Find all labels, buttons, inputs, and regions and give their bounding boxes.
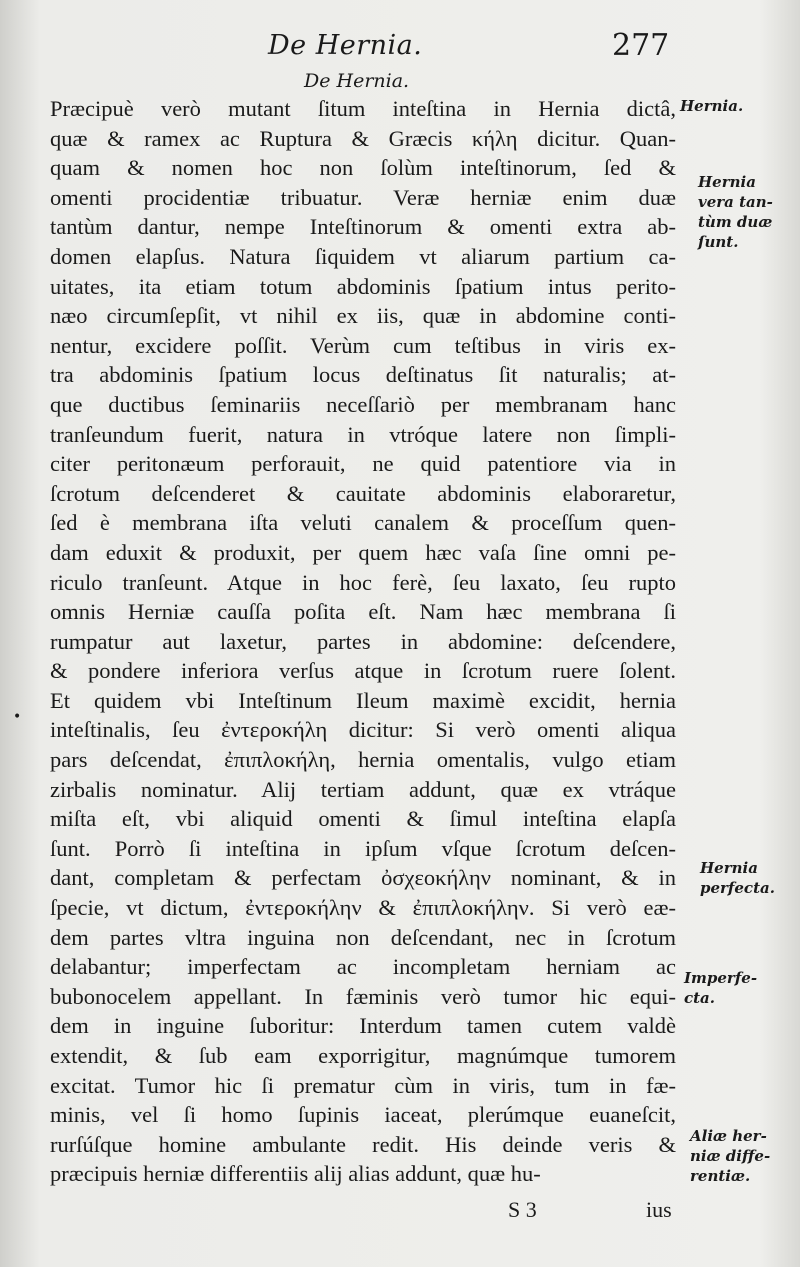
text-line: miſta eſt, vbi aliquid omenti & ſimul inteſtina elapſa [50,806,676,832]
page-number: 277 [612,28,670,63]
text-line: Præcipuè verò mutant ſitum inteſtina in Hernia dictâ, [50,96,676,121]
text-line: delabantur; imperfectam ac incompletam herniam ac [50,954,676,980]
catchword: ius [646,1197,672,1222]
text-line: nentur, excidere poſſit. Verùm cum teſtibus in viris ex- [50,332,676,358]
text-line: ſed è membrana iſta veluti canalem & proceſſum quen- [50,510,676,536]
text-line: dem in inguine ſuboritur: Interdum tamen cutem valdè [50,1013,676,1039]
text-line: citer peritonæum perforauit, ne quid patentiore via in [50,451,676,477]
text-line: ſpecie, vt dictum, ἐντεροκήλην & ἐπιπλοκήλην. Si verò eæ- [50,895,676,921]
margin-dot: • [13,709,22,725]
text-line: rurſúſque homine ambulante redit. His deinde veris & [50,1131,676,1157]
text-line: Et quidem vbi Inteſtinum Ileum maximè excidit, hernia [50,687,676,713]
text-line: tra abdominis ſpatium locus deſtinatus ſit naturalis; at- [50,362,676,388]
running-head-title: De Hernia. [268,30,423,61]
text-line: omenti procidentiæ tribuatur. Veræ herniæ enim duæ [50,184,676,210]
signature-mark: S 3 [508,1197,537,1222]
text-line: & pondere inferiora verſus atque in ſcrotum ruere ſolent. [50,658,676,684]
text-line: tranſeundum fuerit, natura in vtróque latere non ſimpli- [50,421,676,447]
text-line: bubonocelem appellant. In fæminis verò tumor hic equi- [50,983,676,1009]
text-line: excitat. Tumor hic ſi prematur cùm in viris, tum in fæ- [50,1072,676,1098]
text-line: minis, vel ſi homo ſupinis iaceat, plerúmque euaneſcit, [50,1102,676,1128]
text-line: uitates, ita etiam totum abdominis ſpatium intus perito- [50,273,676,299]
text-line: zirbalis nominatur. Alij tertiam addunt, quæ ex vtráque [50,776,676,802]
text-line: dant, completam & perfectam ὀσχεοκήλην nominant, & in [50,865,676,891]
text-line: præcipuis herniæ differentiis alij alias addunt, quæ hu- [50,1161,541,1187]
text-line: omnis Herniæ cauſſa poſita eſt. Nam hæc membrana ſi [50,599,676,625]
text-line: næo circumſepſit, vt nihil ex iis, quæ in abdomine conti- [50,303,676,329]
text-line: dam eduxit & produxit, per quem hæc vaſa ſine omni pe- [50,539,676,565]
text-line: riculo tranſeunt. Atque in hoc ferè, ſeu laxato, ſeu rupto [50,569,676,595]
text-line: quæ & ramex ac Ruptura & Græcis κήλη dicitur. Quan- [50,125,676,151]
text-line: dem partes vltra inguina non deſcendant, nec in ſcrotum [50,924,676,950]
text-line: rumpatur aut laxetur, partes in abdomine: deſcendere, [50,628,676,654]
text-line: inteſtinalis, ſeu ἐντεροκήλη dicitur: Si verò omenti aliqua [50,717,676,743]
text-line: ſcrotum deſcenderet & cauitate abdominis elaboraretur, [50,480,676,506]
text-line: tantùm dantur, nempe Inteſtinorum & omenti extra ab- [50,214,676,240]
text-line: extendit, & ſub eam exporrigitur, magnúmque tumorem [50,1043,676,1068]
text-line: domen elapſus. Natura ſiquidem vt aliarum partium ca- [50,243,676,269]
text-line: ſunt. Porrò ſi inteſtina in ipſum vſque ſcrotum deſcen- [50,835,676,861]
text-line: pars deſcendat, ἐπιπλοκήλη, hernia omentalis, vulgo etiam [50,747,676,773]
marginal-note-hernia: Hernia. [680,97,744,115]
marginal-note-hernia-vera: Hernia vera tan- tùm duæ ſunt. [698,173,773,251]
marginal-note-imperfecta: Imperfe- cta. [684,969,758,1007]
text-line: quam & nomen hoc non ſolùm inteſtinorum, ſed & [50,155,676,181]
marginal-note-aliae-differentiae: Aliæ her- niæ diffe- rentiæ. [690,1127,771,1185]
marginal-note-hernia-perfecta: Hernia perfecta. [700,859,775,897]
text-line: que ductibus ſeminariis neceſſariò per membranam hanc [50,391,676,417]
section-title: De Hernia. [304,70,410,92]
